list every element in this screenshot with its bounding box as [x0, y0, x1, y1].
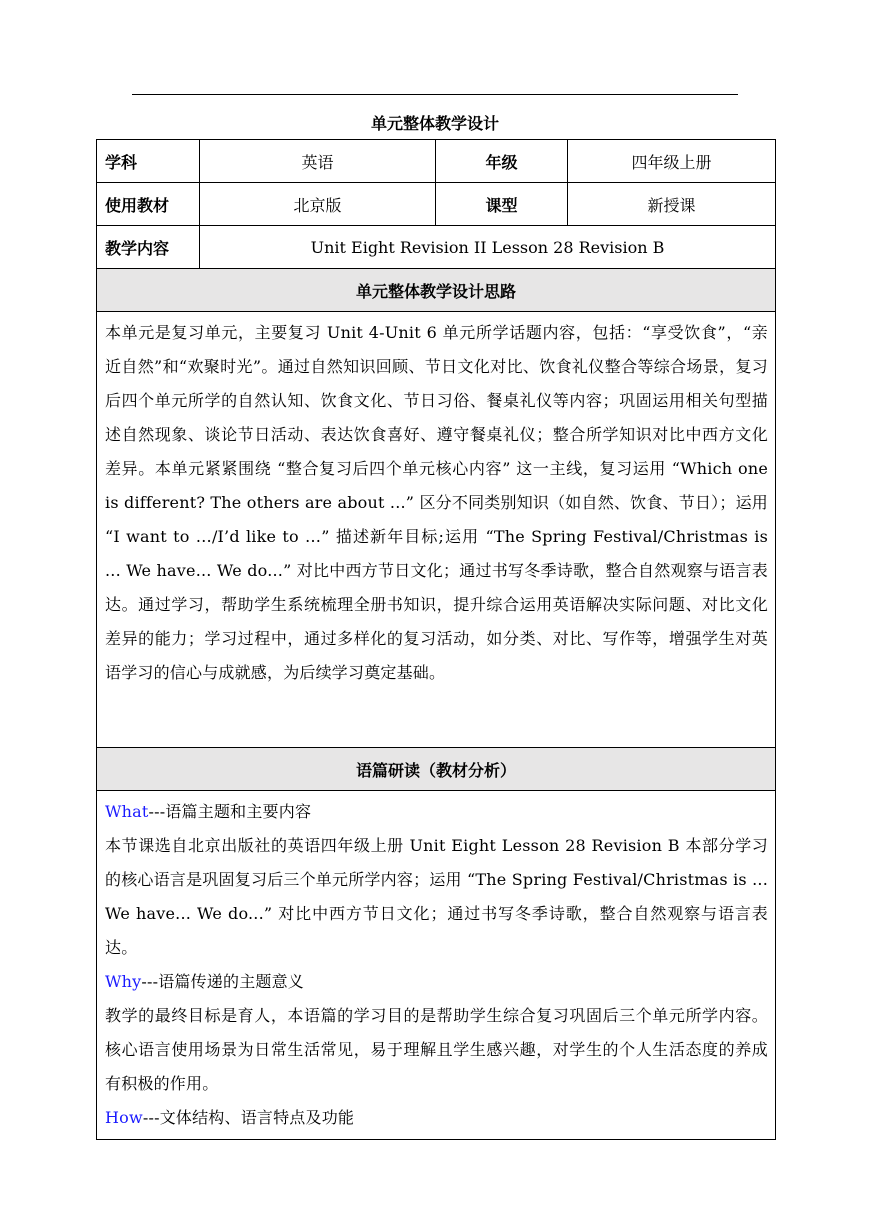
how-heading	[105, 1101, 768, 1135]
grade-label: 年级	[436, 140, 568, 183]
textbook-label: 使用教材	[97, 183, 200, 226]
textbook-value: 北京版	[200, 183, 436, 226]
grade-value: 四年级上册	[568, 140, 776, 183]
design-body-text: 本单元是复习单元，主要复习 Unit 4-Unit 6 单元所学话题内容，包括：“享受饮食”，“亲近自然”和“欢聚时光”。通过自然知识回顾、节日文化对比、饮食礼仪整合等综合场景，复习后四个单元所学的自然认知、饮食文化、节日习俗、餐桌礼仪等内容；巩固运用相关句型描述自然现象、谈论节日活动、表达饮食喜好、遵守餐桌礼仪；整合所学知识对比中西方文化差异。本单元紧紧围绕 “整合复习后四个单元核心内容” 这一主线，复习运用 “Which one is different? The others are about ...” 区分不同类别知识（如自然、饮食、节日）；运用 “I want to …/I’d like to …” 描述新年目标;运用 “The Spring Festival/Christmas is ... We have... We do...” 对比中西方节日文化；通过书写冬季诗歌，整合自然观察与语言表达。通过学习，帮助学生系统梳理全册书知识，提升综合运用英语解决实际问题、对比文化差异的能力；学习过程中，通过多样化的复习活动，如分类、对比、写作等，增强学生对英语学习的信心与成就感，为后续学习奠定基础。	[105, 323, 768, 682]
info-row-content	[97, 226, 776, 269]
design-body-row	[97, 312, 776, 748]
content-label: 教学内容	[97, 226, 200, 269]
how-keyword: How	[105, 1108, 143, 1127]
why-keyword: Why	[105, 972, 142, 991]
lesson-design-table	[96, 139, 776, 1140]
analysis-body-row	[97, 791, 776, 1140]
why-body: 教学的最终目标是育人，本语篇的学习目的是帮助学生综合复习巩固后三个单元所学内容。核心语言使用场景为日常生活常见，易于理解且学生感兴趣，对学生的个人生活态度的养成有积极的作用。	[105, 1006, 768, 1093]
design-heading-row	[97, 269, 776, 312]
why-title: ---语篇传递的主题意义	[141, 972, 305, 991]
what-keyword: What	[105, 802, 149, 821]
analysis-heading-row	[97, 748, 776, 791]
header-rule	[132, 94, 738, 95]
what-body: 本节课选自北京出版社的英语四年级上册 Unit Eight Lesson 28 Revision B 本部分学习的核心语言是巩固复习后三个单元所学内容；运用 “The Spring Festival/Christmas is ... We have... We do...” 对比中西方节日文化；通过书写冬季诗歌，整合自然观察与语言表达。	[105, 836, 768, 957]
lesson-type-value: 新授课	[568, 183, 776, 226]
analysis-section-body	[97, 791, 776, 1140]
design-section-body	[97, 312, 776, 748]
info-row-subject	[97, 140, 776, 183]
design-section-heading: 单元整体教学设计思路	[97, 269, 776, 312]
what-title: ---语篇主题和主要内容	[148, 802, 312, 821]
analysis-section-heading: 语篇研读（教材分析）	[97, 748, 776, 791]
subject-label: 学科	[97, 140, 200, 183]
lesson-type-label: 课型	[436, 183, 568, 226]
document-title: 单元整体教学设计	[370, 114, 499, 133]
how-title: ---文体结构、语言特点及功能	[142, 1108, 355, 1127]
what-heading	[105, 795, 768, 829]
content-value: Unit Eight Revision II Lesson 28 Revision B	[200, 226, 776, 269]
subject-value: 英语	[200, 140, 436, 183]
why-heading	[105, 965, 768, 999]
info-row-textbook	[97, 183, 776, 226]
